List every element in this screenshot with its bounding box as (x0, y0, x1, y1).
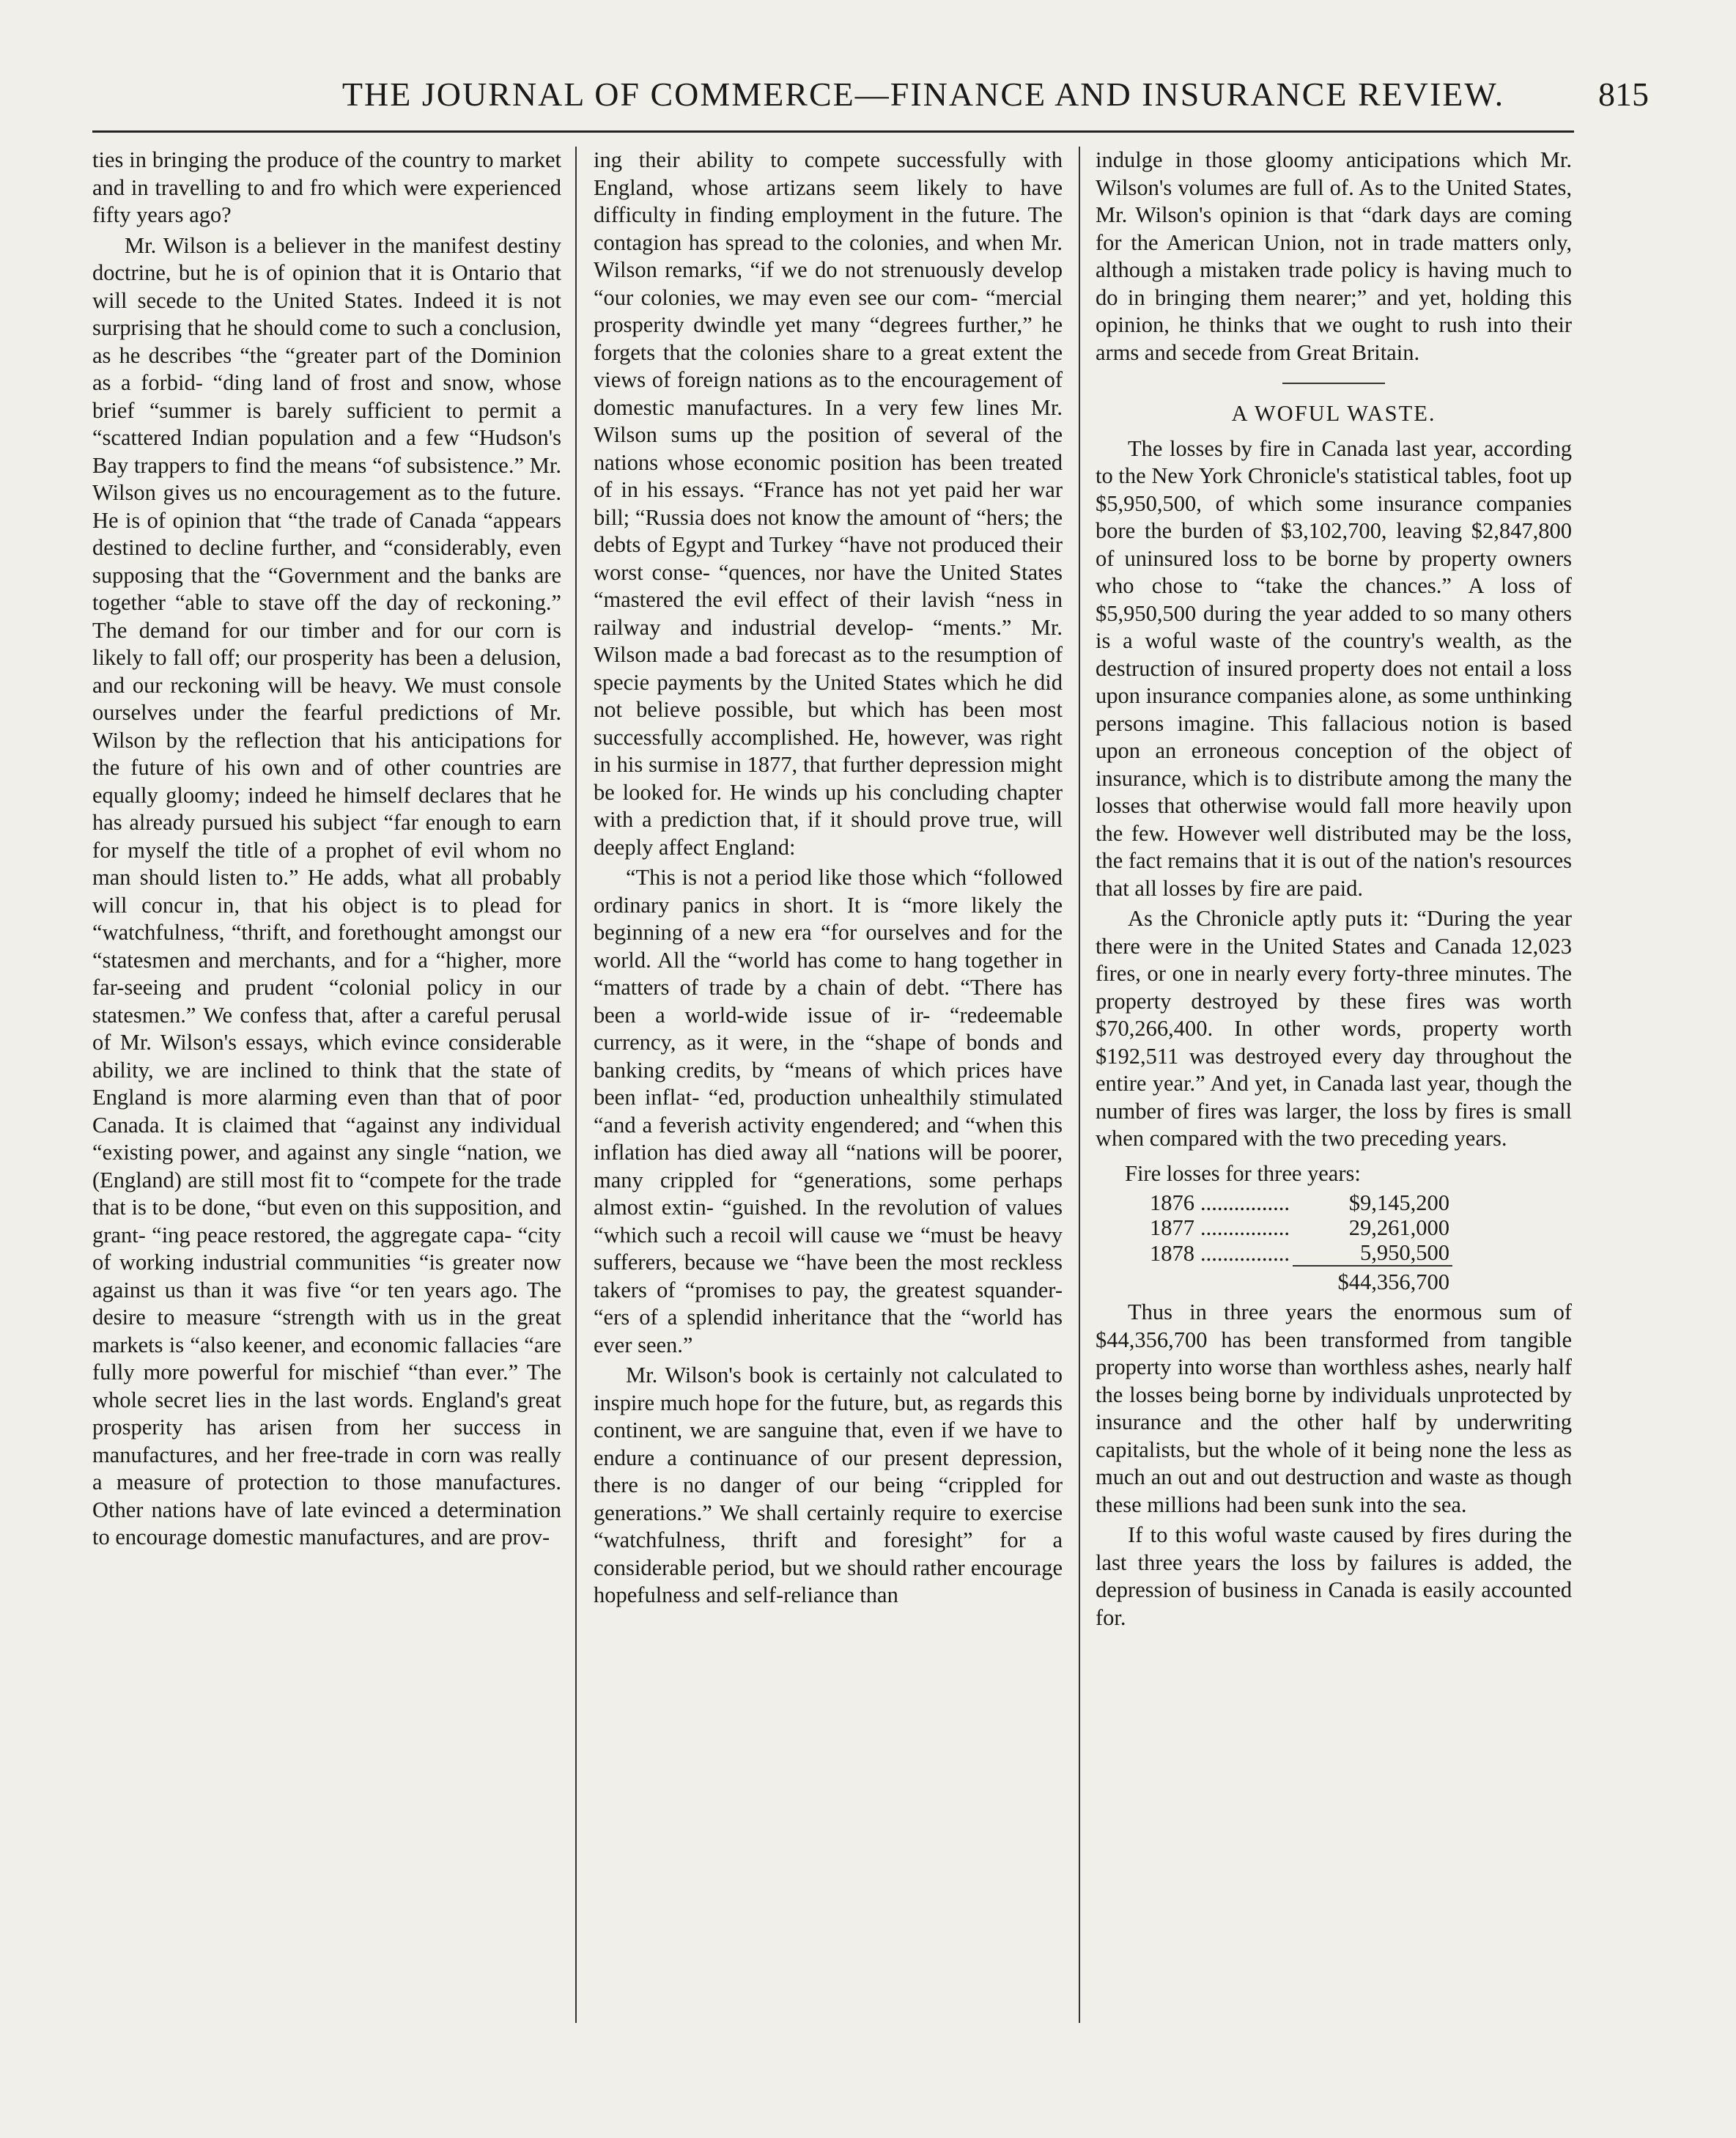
column-2 (594, 147, 1063, 2023)
paragraph: The losses by fire in Canada last year, according to the New York Chronicle's statistical tables, foot up $5,950,500, of which some insurance companies bore the burden of $3,102,700, leaving $2,847,800 of uninsured loss to be borne by property owners who chose to “take the chances.” A loss of $5,950,500 during the year added to so many others is a woful waste of the country's wealth, as the destruction of insured property does not entail a loss upon insurance companies alone, as some unthinking persons imagine. This fallacious notion is based upon an erroneous conception of the object of insurance, which is to distribute among the many the losses that otherwise would fall more heavily upon the few. However well distributed may be the loss, the fact remains that it is out of the nation's resources that all losses by fire are paid. (1096, 435, 1572, 901)
paragraph: indulge in those gloomy anticipations which Mr. Wilson's volumes are full of. As to the United States, Mr. Wilson's opinion is that “dark days are coming for the American Union, not in trade matters only, although a mistaken trade policy is having much to do in bringing them nearer;” and yet, holding this opinion, he thinks that we ought to rush into their arms and secede from Great Britain. (1096, 147, 1572, 365)
section-heading: A WOFUL WASTE. (1231, 401, 1436, 426)
table-row (1147, 1215, 1452, 1240)
page-number: 815 (1598, 75, 1649, 113)
year-cell: 1876 (1150, 1190, 1194, 1215)
table-caption: Fire losses for three years: (1125, 1160, 1361, 1186)
paragraph: As the Chronicle aptly puts it: “During the year there were in the United States and Canada 12,023 fires, or one in nearly every forty-three minutes. The property destroyed by these fires was worth $70,266,400. In other words, property worth $192,511 was destroyed every day throughout the entire year.” And yet, in Canada last year, though the number of fires was larger, the loss by fires is small when compared with the two preceding years. (1096, 906, 1572, 1151)
paragraph: Mr. Wilson is a believer in the manifest destiny doctrine, but he is of opinion that it is Ontario that will secede to the United States. Indeed it is not surprising that he should come to such a conclusion, as he describes “the “greater part of the Dominion as a forbid- “ding land of frost and snow, whose brief “summer is barely sufficient to permit a “scattered Indian population and a few “Hudson's Bay trappers to find the means “of subsistence.” Mr. Wilson gives us no encouragement as to the future. He is of opinion that “the trade of Canada “appears destined to decline further, and “considerably, even supposing that the “Government and the banks are together “able to stave off the day of reckoning.” The demand for our timber and for our corn is likely to fall off; our prosperity has been a delusion, and our reckoning will be heavy. We must console ourselves under the fearful predictions of Mr. Wilson by the reflection that his anticipations for the future of his own and of other countries are equally gloomy; indeed he himself declares that he has already pursued his subject “far enough to earn for myself the title of a prophet of evil whom no man should listen to.” He adds, what all probably will concur in, that his object is to plead for “watchfulness, “thrift, and forethought amongst our “statesmen and merchants, and for a “higher, more far-seeing and prudent “colonial policy in our statesmen.” We confess that, after a careful perusal of Mr. Wilson's essays, which evince considerable ability, we are inclined to think that the state of England is more alarming even than that of poor Canada. It is claimed that “against any individual “existing power, and against any single “nation, we (England) are still most fit to “compete for the trade that is to be done, “but even on this supposition, and grant- “ing peace restored, the aggregate capa- “city of working industrial communities “is greater now against us than it was five “or ten years ago. The desire to measure “strength with us in the great markets is “also keener, and economic fallacies “are fully more powerful for mischief “than ever.” The whole secret lies in the last words. England's great prosperity has arisen from her success in manufactures, and her free-trade in corn was really a measure of protection to those manufactures. Other nations have of late evinced a determination to encourage domestic manufactures, and are prov- (92, 232, 561, 1549)
leader-cell: ................ (1200, 1215, 1290, 1240)
year-cell: 1878 (1150, 1240, 1194, 1266)
amount-cell: 29,261,000 (1348, 1215, 1449, 1240)
paragraph: Mr. Wilson's book is certainly not calculated to inspire much hope for the future, but, as regards this continent, we are sanguine that, even if we have to endure a continuance of our present depression, there is no danger of our being “crippled for generations.” We shall certainly require to exercise “watchfulness, thrift and foresight” for a considerable period, but we should rather encourage hopefulness and self-reliance than (594, 1363, 1063, 1607)
leader-cell: ................ (1200, 1190, 1290, 1215)
paragraph: ties in bringing the produce of the country to market and in travelling to and fro which were experienced fifty years ago? (92, 147, 561, 227)
year-cell: 1877 (1150, 1215, 1194, 1240)
paragraph: Thus in three years the enormous sum of $44,356,700 has been transformed from tangible property into worse than worthless ashes, nearly half the losses being borne by individuals unprotected by insurance and the other half by underwriting capitalists, but the whole of it being none the less as much an out and out destruction and waste as though these millions had been sunk into the sea. (1096, 1300, 1572, 1517)
running-title: THE JOURNAL OF COMMERCE—FINANCE AND INSURANCE REVIEW. (341, 75, 1505, 113)
column-3 (1096, 147, 1572, 2023)
amount-cell: $9,145,200 (1348, 1190, 1449, 1215)
column-1 (92, 147, 561, 2023)
section-separator (1282, 383, 1385, 384)
table-row (1147, 1190, 1452, 1215)
page-header (88, 75, 1649, 126)
leader-cell: ................ (1200, 1240, 1290, 1266)
paragraph: If to this woful waste caused by fires during the last three years the loss by failures is added, the depression of business in Canada is easily accounted for. (1096, 1522, 1572, 1630)
amount-cell: 5,950,500 (1360, 1240, 1449, 1265)
column-divider (1079, 147, 1080, 2023)
table-total-row (1147, 1266, 1452, 1294)
table-row (1147, 1240, 1452, 1266)
fire-losses-table (1147, 1190, 1452, 1294)
column-divider (575, 147, 577, 2023)
header-rule (92, 130, 1574, 133)
total-amount-cell: $44,356,700 (1293, 1266, 1452, 1294)
paragraph: ing their ability to compete successfully with England, whose artizans seem likely to have difficulty in finding employment in the future. The contagion has spread to the colonies, and when Mr. Wilson remarks, “if we do not strenuously develop “our colonies, we may even see our com- “mercial prosperity dwindle yet many “degrees further,” he forgets that the colonies share to a great extent the views of foreign nations as to the encouragement of domestic manufactures. In a very few lines Mr. Wilson sums up the position of several of the nations whose economic position has been treated of in his essays. “France has not yet paid her war bill; “Russia does not know the amount of “hers; the debts of Egypt and Turkey “have not produced their worst conse- “quences, nor have the United States “mastered the evil effect of their lavish “ness in railway and industrial develop- “ments.” Mr. Wilson made a bad forecast as to the resumption of specie payments by the United States which he did not believe possible, but which has been most successfully accomplished. He, however, was right in his surmise in 1877, that further depression might be looked for. He winds up his concluding chapter with a prediction that, if it should prove true, will deeply affect England: (594, 147, 1063, 860)
quotation-paragraph: “This is not a period like those which “followed ordinary panics in short. It is “more likely the beginning of a new era “for ourselves and for the world. All the “world has come to hang together in “matters of trade by a chain of debt. “There has been a world-wide issue of ir- “redeemable currency, as it were, in the “shape of bonds and banking credits, by “means of which prices have been inflat- “ed, production unhealthily stimulated “and a feverish activity engendered; and “when this inflation has died away all “nations will be poorer, many crippled for “generations, some perhaps almost extin- “guished. In the revolution of values “which such a recoil will cause we “must be heavy sufferers, because we “have been the most reckless takers of “promises to pay, the greatest squander- “ers of a splendid inheritance that the “world has ever seen.” (594, 865, 1063, 1357)
